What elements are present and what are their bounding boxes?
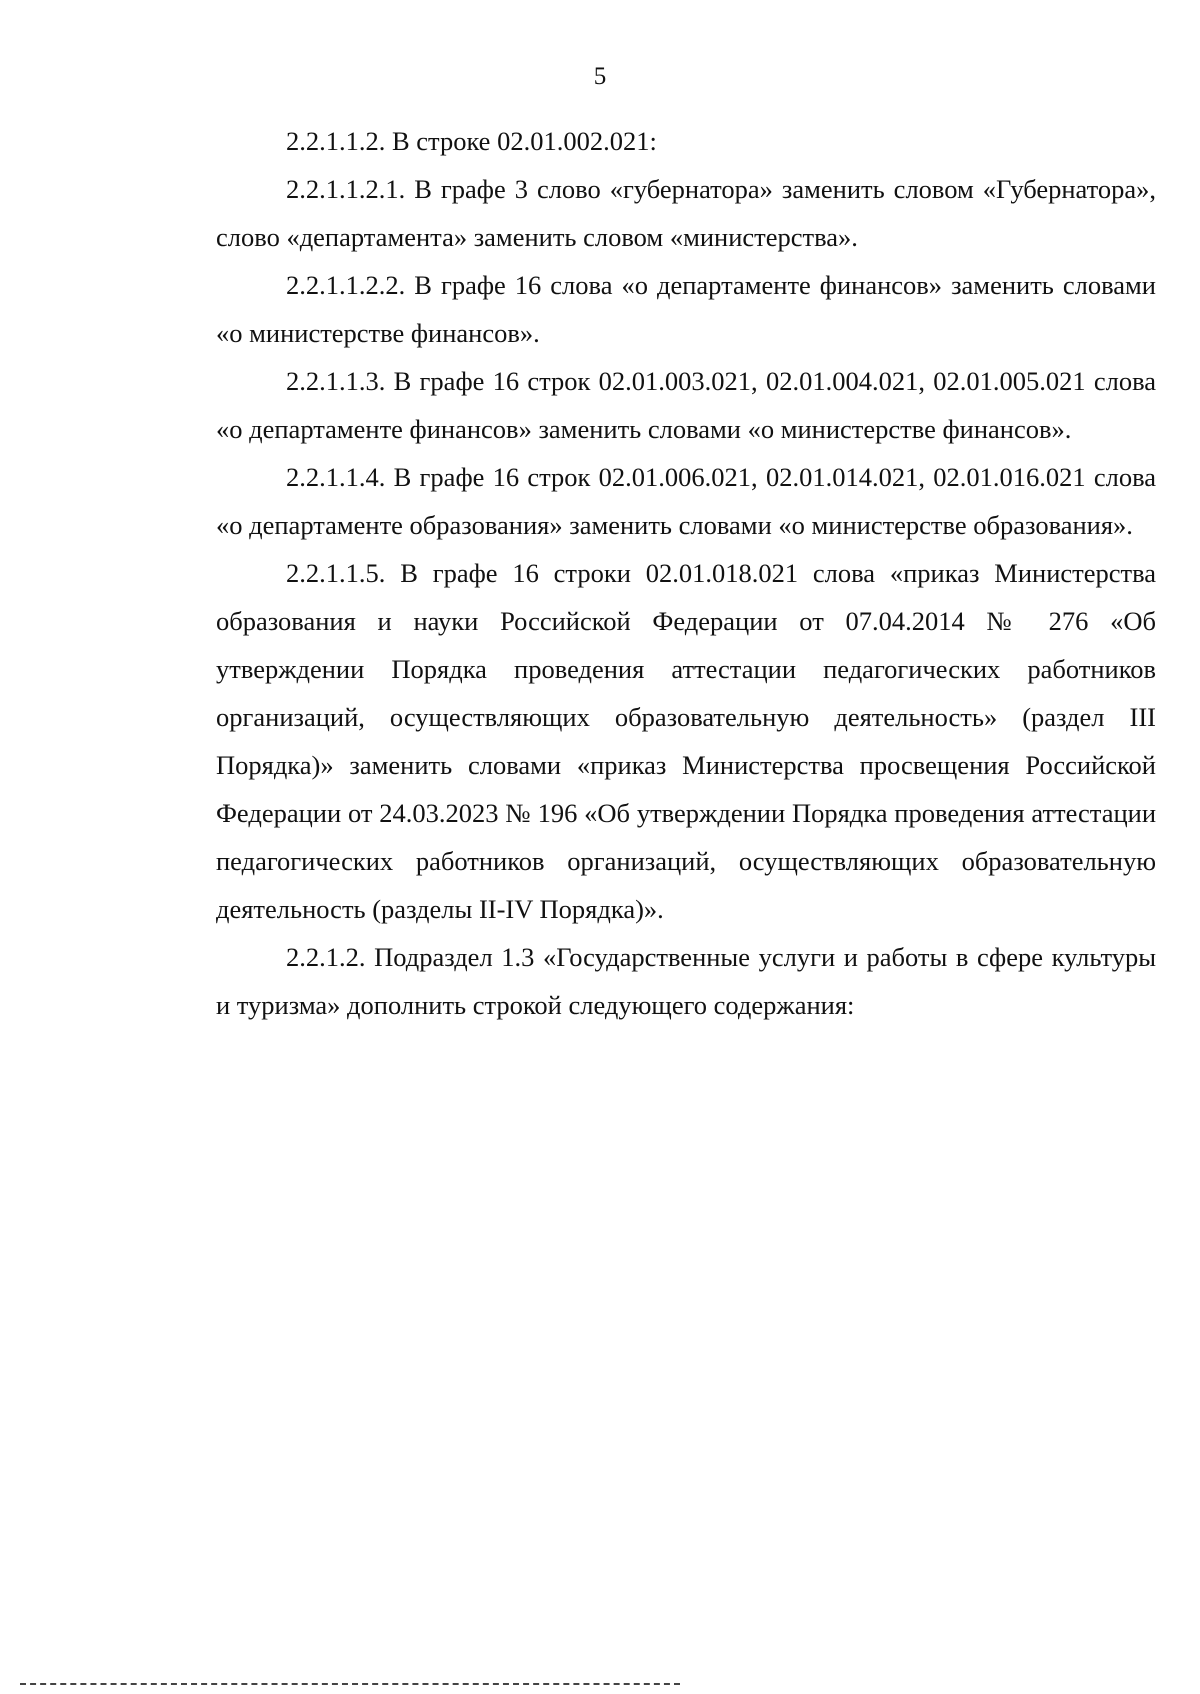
paragraph-2-2-1-2: 2.2.1.2. Подраздел 1.3 «Государственные услуги и работы в сфере культуры и туризма» дополнить строкой следующего содержания: <box>216 942 1156 1020</box>
bottom-scan-line <box>20 1683 680 1685</box>
paragraph-2-2-1-1-5: 2.2.1.1.5. В графе 16 строки 02.01.018.021 слова «приказ Министерства образования и науки Российской Федерации от 07.04.2014 № 276 «Об утверждении Порядка проведения аттестации педагогических работников организаций, осуществляющих образовательную деятельность» (раздел III Порядка)» заменить словами «приказ Министерства просвещения Российской Федерации от 24.03.2023 № 196 «Об утверждении Порядка проведения аттестации педагогических работников организаций, осуществляющих образовательную деятельность (разделы II-IV Порядка)». <box>216 558 1156 924</box>
paragraph-2-2-1-1-2-2: 2.2.1.1.2.2. В графе 16 слова «о департаменте финансов» заменить словами «о министерстве финансов». <box>216 270 1156 348</box>
paragraph-2-2-1-1-4: 2.2.1.1.4. В графе 16 строк 02.01.006.021, 02.01.014.021, 02.01.016.021 слова «о департаменте образования» заменить словами «о министерстве образования». <box>216 462 1156 540</box>
paragraph-2-2-1-1-2-1: 2.2.1.1.2.1. В графе 3 слово «губернатора» заменить словом «Губернатора», слово «департамента» заменить словом «министерства». <box>216 174 1156 252</box>
paragraph-2-2-1-1-3: 2.2.1.1.3. В графе 16 строк 02.01.003.021, 02.01.004.021, 02.01.005.021 слова «о департаменте финансов» заменить словами «о министерстве финансов». <box>216 366 1156 444</box>
paragraph-2-2-1-1-2: 2.2.1.1.2. В строке 02.01.002.021: <box>286 126 657 156</box>
page-number: 5 <box>593 63 607 90</box>
document-body <box>216 117 1156 1029</box>
